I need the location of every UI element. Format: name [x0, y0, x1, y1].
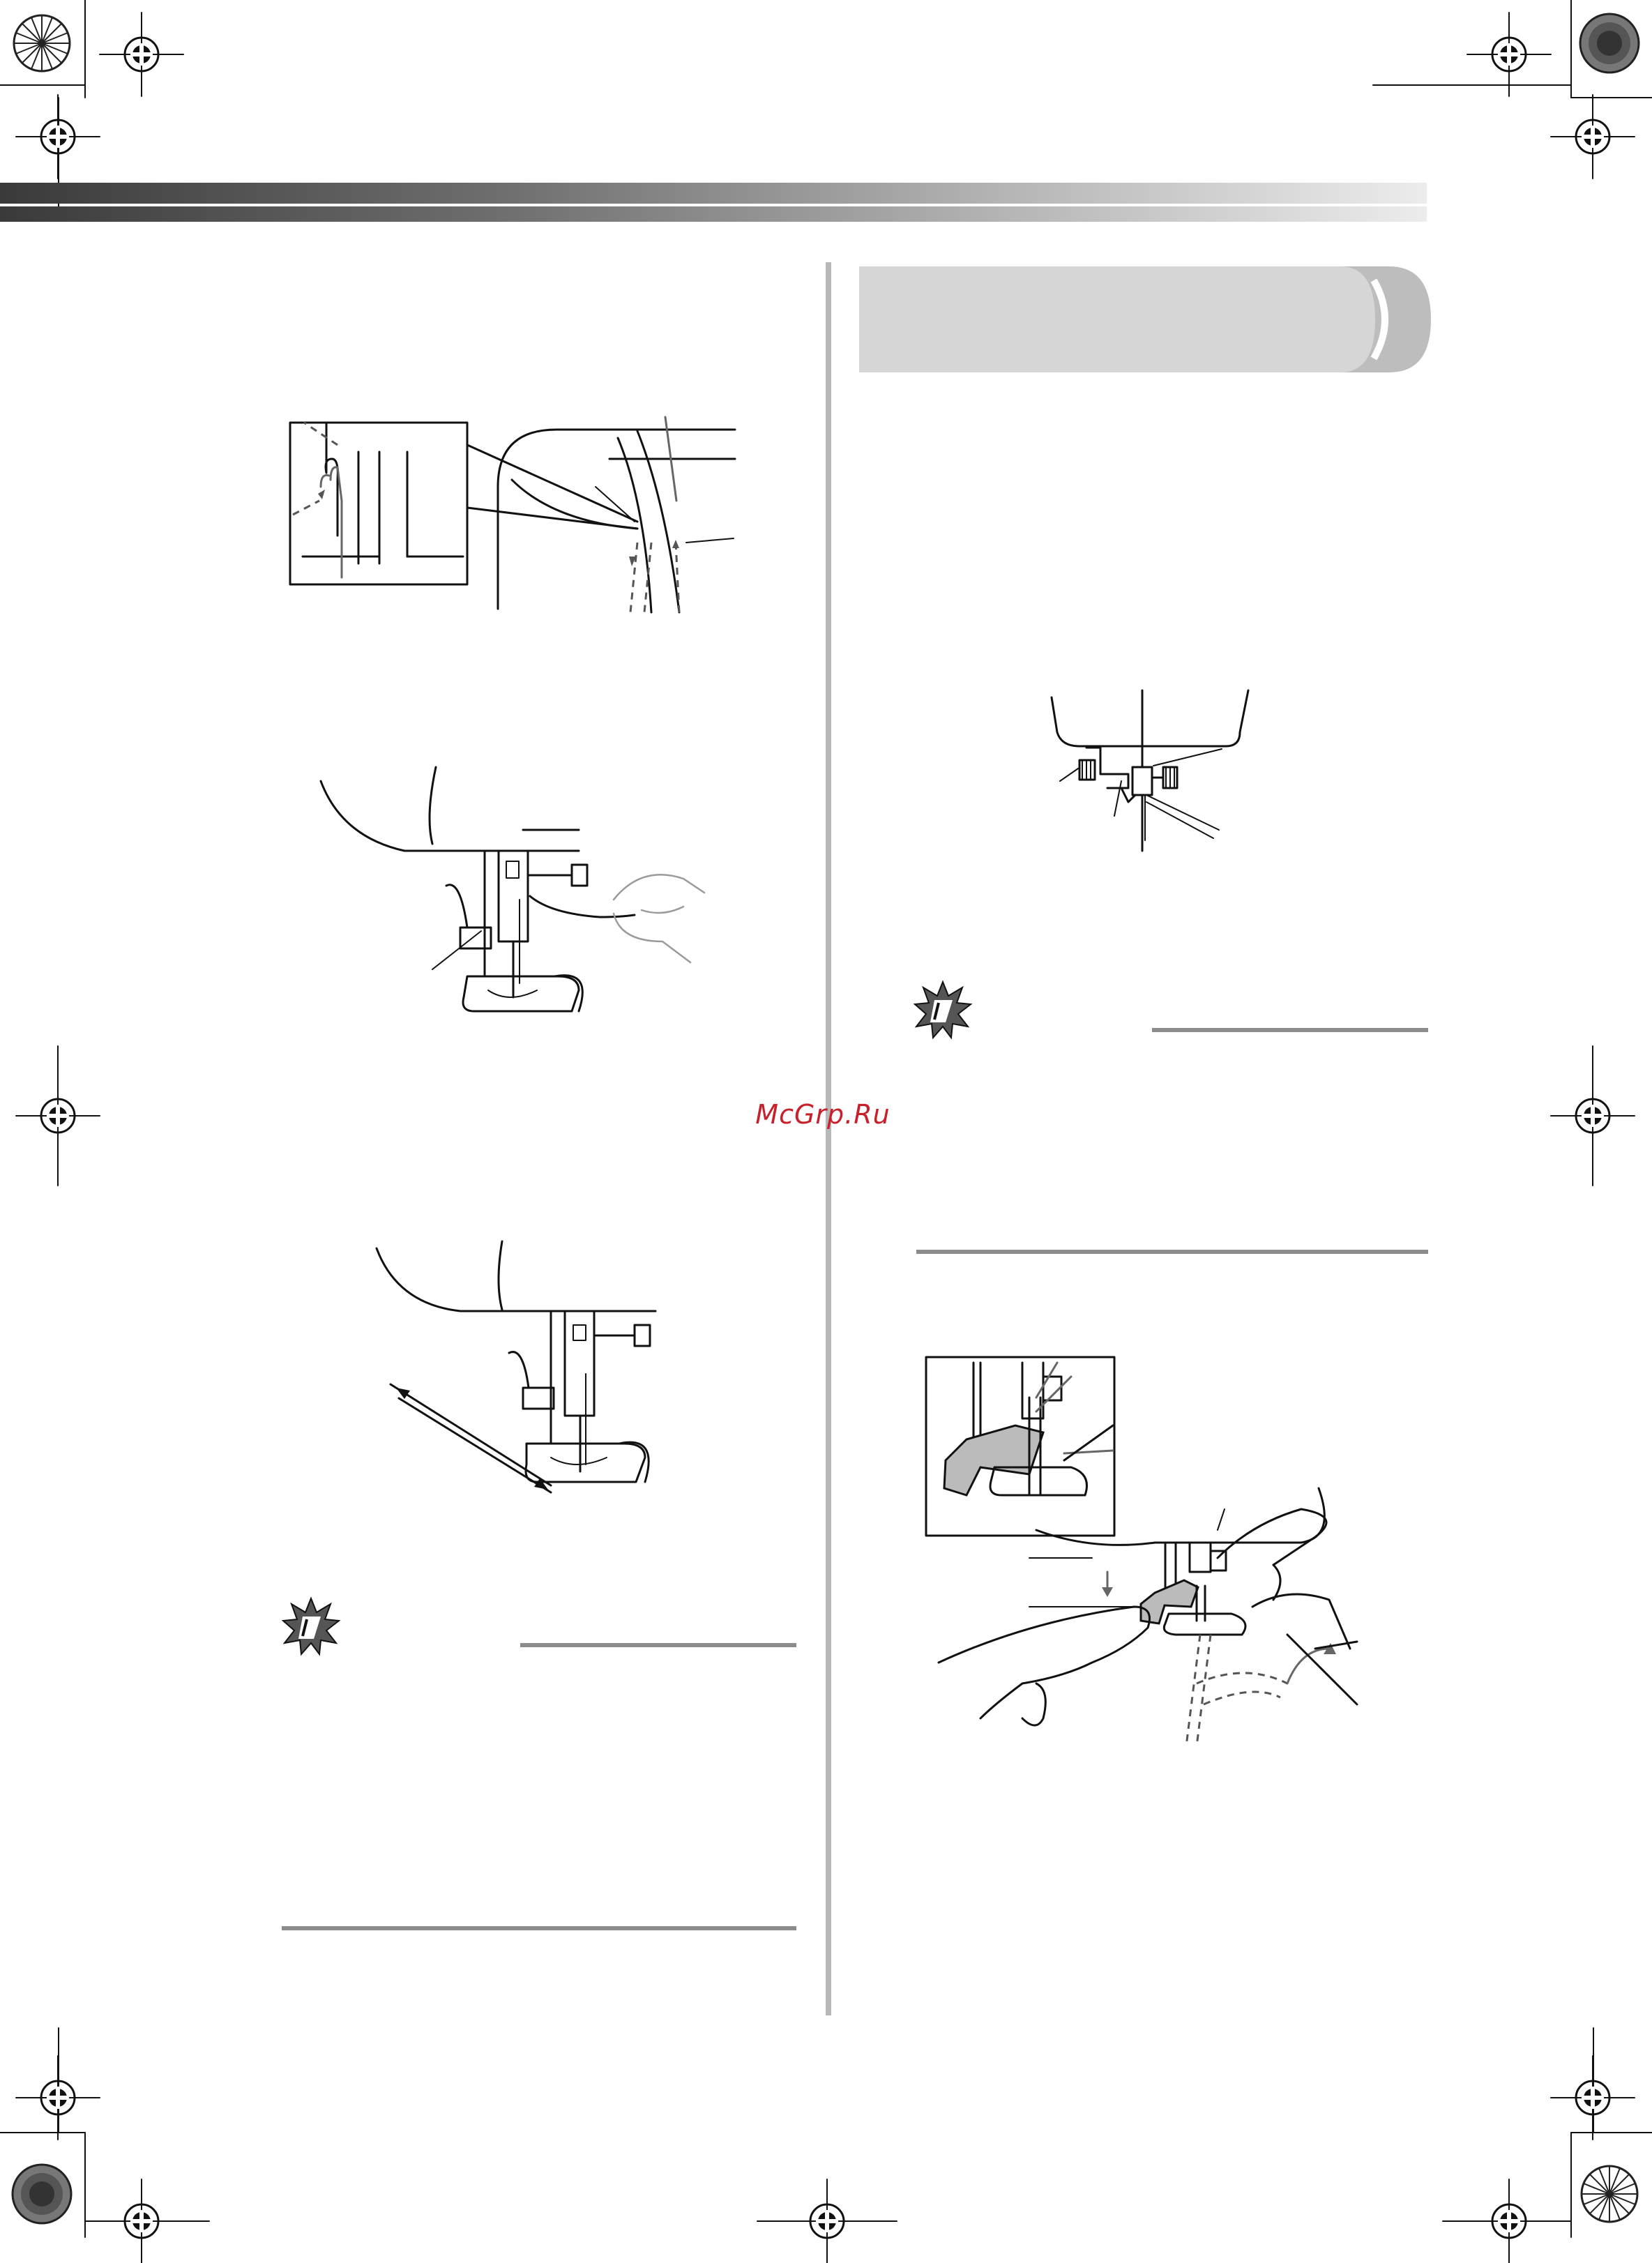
note-rule-bottom-right	[916, 1250, 1428, 1254]
column-divider	[826, 262, 831, 2015]
important-burst-icon	[282, 1597, 340, 1656]
important-burst-icon	[914, 981, 972, 1039]
crosshair-registration-icon	[1467, 13, 1551, 96]
needle-clamp-figure	[1052, 690, 1261, 858]
crosshair-registration-icon	[1551, 95, 1635, 179]
crosshair-registration-icon	[100, 2179, 183, 2263]
crosshair-registration-icon	[16, 1046, 100, 1186]
crosshair-registration-icon	[757, 2179, 897, 2263]
crosshair-registration-icon	[16, 2056, 100, 2140]
crosshair-registration-icon	[100, 13, 183, 96]
note-rule-bottom	[282, 1926, 796, 1930]
crosshair-registration-icon	[1551, 2056, 1635, 2140]
note-rule-top	[520, 1643, 796, 1647]
radial-starburst-icon	[1575, 2159, 1644, 2229]
note-rule-top-right	[1152, 1028, 1428, 1032]
crosshair-registration-icon	[16, 95, 100, 179]
radial-starburst-icon	[7, 2159, 77, 2229]
thread-length-figure	[377, 1241, 739, 1520]
header-gradient-band-lower	[0, 206, 1427, 222]
radial-starburst-icon	[7, 8, 77, 78]
header-gradient-band	[0, 183, 1427, 204]
crosshair-registration-icon	[1467, 2179, 1551, 2263]
watermark-text: McGrp.Ru	[755, 1099, 891, 1130]
presser-foot-thread-figure	[314, 760, 704, 1053]
section-title-tab	[859, 266, 1431, 372]
threading-detail-figure	[289, 417, 749, 619]
twin-needle-sewing-figure	[925, 1356, 1357, 1753]
radial-starburst-icon	[1575, 8, 1644, 78]
crosshair-registration-icon	[1551, 1046, 1635, 1186]
